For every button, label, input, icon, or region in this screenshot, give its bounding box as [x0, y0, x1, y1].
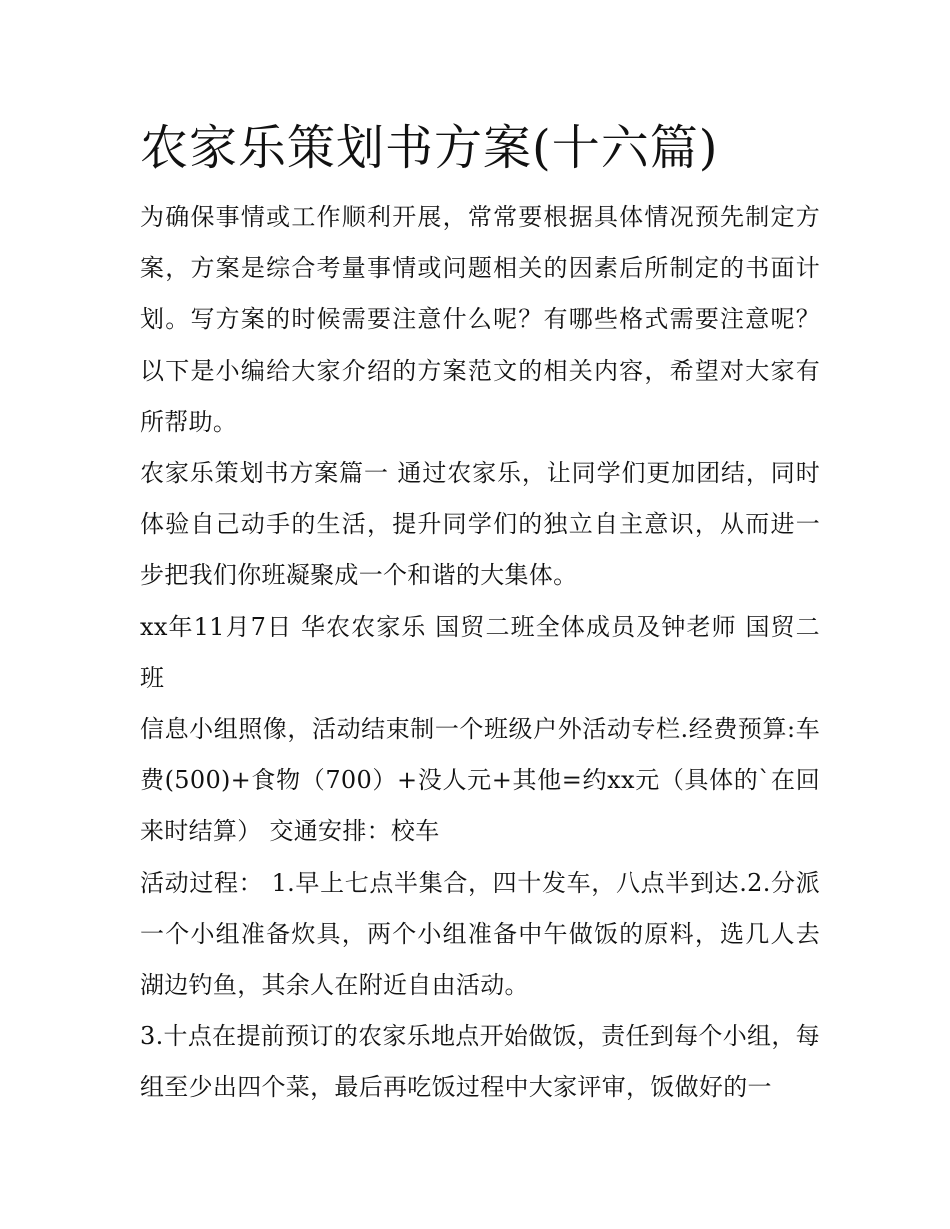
budget-paragraph: 信息小组照像，活动结束制一个班级户外活动专栏.经费预算:车费(500)+食物（700）+没人元+其他=约xx元（具体的`在回来时结算） 交通安排：校车 — [140, 715, 820, 846]
section-one-paragraph: 农家乐策划书方案篇一 通过农家乐，让同学们更加团结，同时体验自己动手的生活，提升同学们的独立自主意识，从而进一步把我们你班凝聚成一个和谐的大集体。 — [140, 459, 820, 590]
document-title: 农家乐策划书方案(十六篇) — [140, 120, 719, 176]
date-location-paragraph: xx年11月7日 华农农家乐 国贸二班全体成员及钟老师 国贸二班 — [140, 612, 820, 692]
intro-paragraph: 为确保事情或工作顺利开展，常常要根据具体情况预先制定方案，方案是综合考量事情或问题相关的因素后所制定的书面计划。写方案的时候需要注意什么呢？有哪些格式需要注意呢？以下是小编给大家介绍的方案范文的相关内容，希望对大家有所帮助。 — [140, 203, 820, 436]
process-paragraph: 活动过程： 1.早上七点半集合，四十发车，八点半到达.2.分派一个小组准备炊具，两个小组准备中午做饭的原料，选几人去湖边钓鱼，其余人在附近自由活动。 — [140, 868, 820, 1000]
cooking-paragraph: 3.十点在提前预订的农家乐地点开始做饭，责任到每个小组，每组至少出四个菜，最后再吃饭过程中大家评审，饭做好的一 — [140, 1022, 820, 1102]
document-page — [140, 110, 820, 1114]
